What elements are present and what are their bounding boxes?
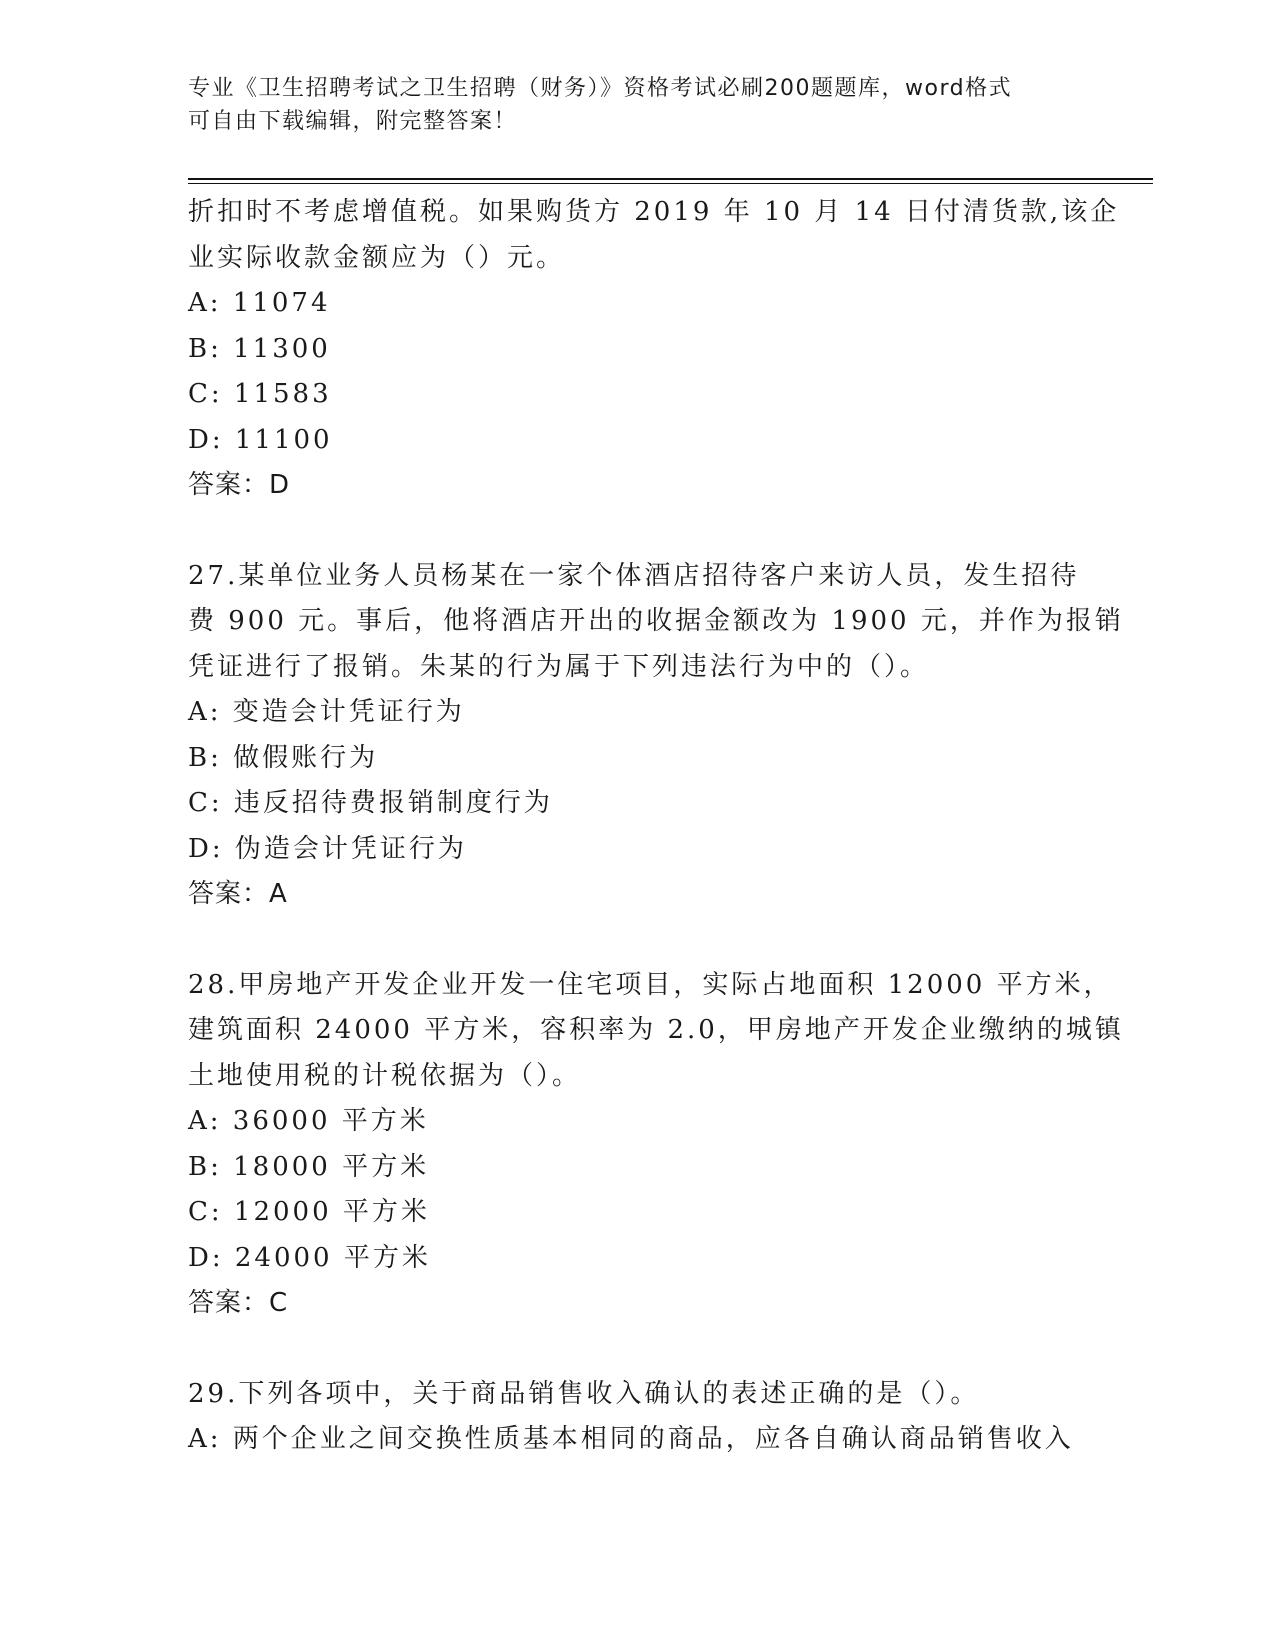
header-divider-thick: [188, 178, 1153, 180]
question-spacer: [188, 918, 1088, 963]
question-stem-line: 费 900 元。事后，他将酒店开出的收据金额改为 1900 元，并作为报销: [188, 606, 1124, 636]
option-a: A: 变造会计凭证行为: [188, 697, 465, 727]
header-divider-thin: [188, 183, 1153, 184]
option-c: C: 违反招待费报销制度行为: [188, 788, 553, 818]
answer-line: 答案：C: [188, 1288, 289, 1318]
document-header: [188, 72, 1068, 138]
question-stem-line: 土地使用税的计税依据为（）。: [188, 1060, 582, 1091]
question-stem-line: 业实际收款金额应为（）元。: [188, 242, 566, 273]
question-spacer: [188, 1327, 1088, 1372]
option-d: D: 11100: [188, 424, 333, 455]
question-stem-line: 折扣时不考虑增值税。如果购货方 2019 年 10 月 14 日付清货款,该企: [188, 197, 1120, 227]
option-c: C: 12000 平方米: [188, 1197, 430, 1227]
question-spacer: [188, 509, 1088, 554]
header-line-1: 专业《卫生招聘考试之卫生招聘（财务）》资格考试必刷200题题库，word格式: [188, 76, 1013, 101]
answer-line: 答案：D: [188, 470, 291, 500]
answer-line: 答案：A: [188, 879, 288, 909]
question-stem-line: 27.某单位业务人员杨某在一家个体酒店招待客户来访人员，发生招待: [188, 560, 1080, 591]
question-stem-line: 建筑面积 24000 平方米，容积率为 2.0，甲房地产开发企业缴纳的城镇: [188, 1015, 1124, 1045]
option-b: B: 做假账行为: [188, 742, 379, 773]
question-28: [188, 963, 1124, 1327]
option-d: D: 伪造会计凭证行为: [188, 833, 467, 864]
question-list: [188, 190, 1124, 1463]
option-b: B: 18000 平方米: [188, 1151, 430, 1182]
option-a: A: 11074: [188, 288, 331, 318]
question-29: [188, 1372, 1088, 1463]
question-stem-line: 28.甲房地产开发企业开发一住宅项目，实际占地面积 12000 平方米，: [188, 969, 1113, 1000]
question-27: [188, 554, 1124, 918]
header-line-2: 可自由下载编辑，附完整答案！: [188, 109, 518, 134]
option-c: C: 11583: [188, 379, 332, 409]
option-a: A: 36000 平方米: [188, 1106, 429, 1136]
option-d: D: 24000 平方米: [188, 1242, 431, 1273]
option-b: B: 11300: [188, 333, 331, 364]
question-stem-line: 凭证进行了报销。朱某的行为属于下列违法行为中的（）。: [188, 651, 930, 682]
option-a: A: 两个企业之间交换性质基本相同的商品，应各自确认商品销售收入: [188, 1424, 1074, 1454]
question-stem-line: 29.下列各项中，关于商品销售收入确认的表述正确的是（）。: [188, 1378, 980, 1409]
question-26: [188, 190, 1120, 509]
